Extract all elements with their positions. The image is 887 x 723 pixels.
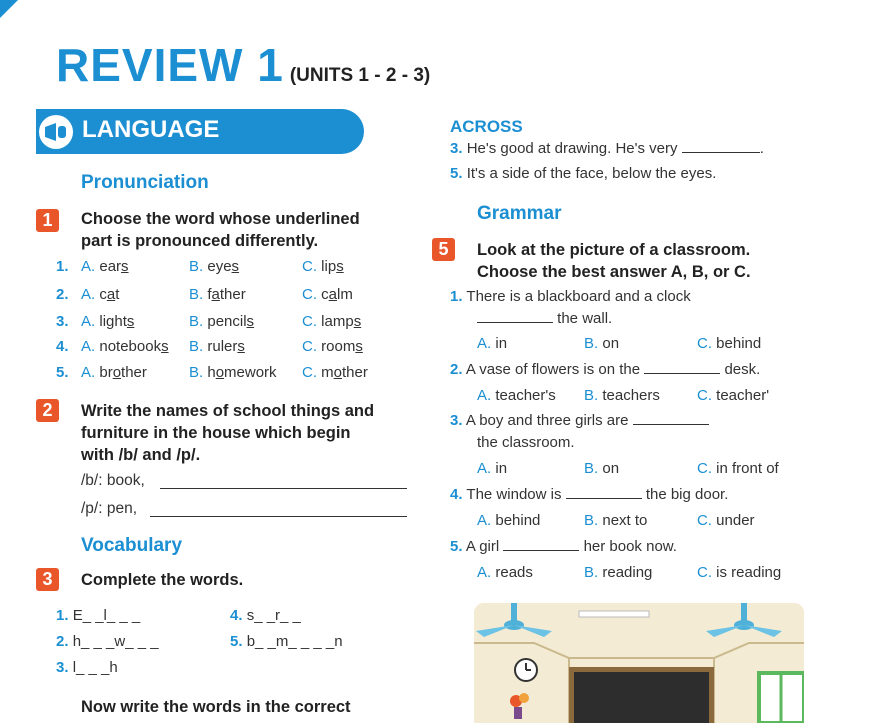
q4-option-b[interactable]: B. next to: [584, 512, 648, 529]
page-subtitle: (UNITS 1 - 2 - 3): [289, 65, 431, 86]
pronunciation-heading: Pronunciation: [81, 172, 209, 193]
across-item-5: 5. It's a side of the face, below the eyes.: [450, 165, 717, 182]
pronunciation-option-c[interactable]: C. lips: [302, 258, 344, 275]
pronunciation-question-number: 2.: [56, 286, 69, 303]
q5-option-c[interactable]: C. is reading: [697, 564, 782, 581]
across-item-3: 3. He's good at drawing. He's very .: [450, 140, 764, 157]
pronunciation-option-a[interactable]: A. ears: [81, 258, 129, 275]
exercise-3-next-instruction: Now write the words in the correct: [81, 698, 351, 716]
pronunciation-question-number: 4.: [56, 338, 69, 355]
pronunciation-option-c[interactable]: C. rooms: [302, 338, 363, 355]
b-sound-answer-line[interactable]: [160, 476, 407, 489]
b-sound-line: /b/: book,: [81, 472, 145, 489]
pronunciation-option-a[interactable]: A. notebooks: [81, 338, 169, 355]
vocabulary-heading: Vocabulary: [81, 535, 183, 556]
grammar-question-3-line2: the classroom.: [477, 434, 575, 451]
pronunciation-option-b[interactable]: B. pencils: [189, 313, 255, 330]
word-item: 2. h_ _ _w_ _ _: [56, 633, 159, 650]
grammar-heading: Grammar: [477, 203, 562, 224]
pronunciation-option-c[interactable]: C. calm: [302, 286, 353, 303]
q5-option-b[interactable]: B. reading: [584, 564, 653, 581]
pronunciation-question-number: 3.: [56, 313, 69, 330]
grammar-question-3: 3. A boy and three girls are: [450, 412, 709, 429]
grammar-question-1-line2: the wall.: [477, 310, 612, 327]
q2-option-c[interactable]: C. teacher': [697, 387, 770, 404]
q4-option-a[interactable]: A. behind: [477, 512, 541, 529]
q4-option-c[interactable]: C. under: [697, 512, 755, 529]
exercise-1-badge: 1: [36, 209, 59, 232]
page-title: REVIEW 1 (UNITS 1 - 2 - 3): [56, 39, 431, 91]
across-heading: ACROSS: [450, 117, 523, 136]
grammar-question-4: 4. The window is the big door.: [450, 486, 729, 503]
corner-decoration: [0, 0, 18, 18]
exercise-2-badge: 2: [36, 399, 59, 422]
q1-option-a[interactable]: A. in: [477, 335, 508, 352]
q5-option-a[interactable]: A. reads: [477, 564, 533, 581]
pronunciation-option-b[interactable]: B. rulers: [189, 338, 245, 355]
q2-option-b[interactable]: B. teachers: [584, 387, 660, 404]
grammar-question-5: 5. A girl her book now.: [450, 538, 677, 555]
q3-option-c[interactable]: C. in front of: [697, 460, 779, 477]
classroom-picture: [474, 603, 804, 723]
exercise-1-instruction: Choose the word whose underlined part is pronounced differently.: [81, 210, 360, 250]
pronunciation-option-b[interactable]: B. eyes: [189, 258, 240, 275]
grammar-question-2: 2. A vase of flowers is on the desk.: [450, 361, 761, 378]
pronunciation-question-number: 1.: [56, 258, 69, 275]
exercise-5-instruction: Look at the picture of a classroom. Choose the best answer A, B, or C.: [477, 241, 751, 281]
pronunciation-option-c[interactable]: C. mother: [302, 364, 368, 381]
pronunciation-option-b[interactable]: B. homework: [189, 364, 277, 381]
pronunciation-option-a[interactable]: A. cat: [81, 286, 120, 303]
pronunciation-option-a[interactable]: A. brother: [81, 364, 147, 381]
exercise-3-instruction: Complete the words.: [81, 571, 244, 589]
word-item: 5. b_ _m_ _ _ _n: [230, 633, 343, 650]
grammar-question-1: 1. There is a blackboard and a clock: [450, 288, 691, 305]
exercise-3-badge: 3: [36, 568, 59, 591]
language-label: LANGUAGE: [82, 116, 220, 143]
pronunciation-question-number: 5.: [56, 364, 69, 381]
q1-option-b[interactable]: B. on: [584, 335, 620, 352]
word-item: 3. l_ _ _h: [56, 659, 118, 676]
word-item: 4. s_ _r_ _: [230, 607, 301, 624]
p-sound-line: /p/: pen,: [81, 500, 138, 517]
p-sound-answer-line[interactable]: [150, 504, 407, 517]
word-item: 1. E_ _l_ _ _: [56, 607, 141, 624]
exercise-2-instruction: Write the names of school things and furniture in the house which begin with /b/ and /p/.: [81, 402, 375, 464]
q2-option-a[interactable]: A. teacher's: [477, 387, 556, 404]
q3-option-b[interactable]: B. on: [584, 460, 620, 477]
q1-option-c[interactable]: C. behind: [697, 335, 762, 352]
pronunciation-option-a[interactable]: A. lights: [81, 313, 135, 330]
q3-option-a[interactable]: A. in: [477, 460, 508, 477]
exercise-5-badge: 5: [432, 238, 455, 261]
pronunciation-option-b[interactable]: B. father: [189, 286, 246, 303]
pronunciation-option-c[interactable]: C. lamps: [302, 313, 362, 330]
speech-bubble-icon: [36, 113, 74, 151]
